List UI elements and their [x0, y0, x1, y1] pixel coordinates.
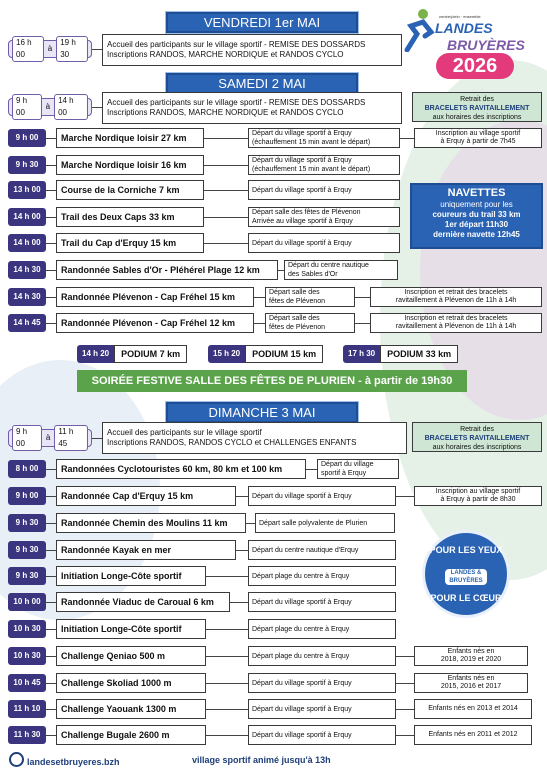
connector: [46, 217, 56, 218]
event-departure: [248, 207, 400, 227]
event-name: Trail du Cap d'Erquy 15 km: [56, 233, 204, 253]
event-name: Initiation Longe-Côte sportif: [56, 566, 206, 586]
event-name: Randonnée Sables d'Or - Pléhérel Plage 12 km: [56, 260, 278, 280]
connector: [46, 656, 56, 657]
connector: [46, 523, 56, 524]
info-line: Enfants nés en: [447, 648, 495, 655]
connector: [355, 297, 370, 298]
connector: [204, 138, 248, 139]
time-from: 9 h 00: [12, 425, 42, 451]
event-name: Course de la Corniche 7 km: [56, 180, 204, 200]
podium-label: PODIUM 7 km: [114, 345, 187, 363]
departure-line: Arrivée au village sportif à Erquy: [252, 218, 353, 225]
departure-text: [252, 731, 352, 740]
info-line: Inscription et retrait des bracelets: [404, 315, 508, 322]
event-name: Randonnée Plévenon - Cap Fréhel 15 km: [56, 287, 254, 307]
departure-line: Départ du centre nautique: [288, 262, 369, 269]
event-name: Randonnée Chemin des Moulins 11 km: [56, 513, 246, 533]
event-name: Randonnée Cap d'Erquy 15 km: [56, 486, 236, 506]
event-time: 14 h 30: [8, 288, 46, 306]
heart-eyes-badge: [422, 530, 510, 618]
event-info: [414, 646, 528, 666]
departure-text: [252, 679, 352, 688]
time-to: 11 h 45: [54, 425, 88, 451]
badge-bottom: POUR LE CŒUR: [430, 593, 502, 603]
event-time: 8 h 00: [8, 460, 46, 478]
podium-1: [77, 345, 187, 363]
departure-text: [252, 546, 358, 555]
departure-line: fêtes de Plévenon: [269, 324, 326, 331]
connector: [204, 165, 248, 166]
connector: [396, 735, 414, 736]
connector: [355, 323, 370, 324]
reception-line: Accueil des participants sur le village sportif - REMISE DES DOSSARDS: [107, 40, 366, 49]
event-name: Randonnée Plévenon - Cap Fréhel 12 km: [56, 313, 254, 333]
event-departure: [248, 486, 396, 506]
info-line: Inscription au village sportif: [435, 488, 521, 495]
departure-text: [252, 156, 370, 174]
departure-text: [252, 186, 352, 195]
departure-line: Départ salle polyvalente de Plurien: [259, 519, 368, 527]
connector: [46, 243, 56, 244]
connector: [92, 49, 102, 50]
departure-line: (échauffement 15 min avant le départ): [252, 139, 371, 146]
connector: [46, 165, 56, 166]
departure-line: sportif à Erquy: [321, 470, 367, 477]
runner-icon: [397, 8, 437, 52]
departure-text: [252, 705, 352, 714]
event-departure: [248, 155, 400, 175]
time-arrow: à: [47, 44, 53, 53]
connector: [46, 469, 56, 470]
brand-name-2: BRUYÈRES: [447, 37, 525, 53]
event-info: [414, 128, 542, 148]
connector: [204, 217, 248, 218]
connector: [46, 735, 56, 736]
event-info: [414, 725, 532, 745]
info-line: à Erquy à partir de 8h30: [440, 496, 516, 503]
departure-line: Départ du centre nautique d'Erquy: [252, 546, 359, 554]
departure-line: Départ salle des: [269, 289, 320, 296]
globe-icon: [9, 752, 24, 767]
event-departure: [248, 646, 396, 666]
departure-line: Départ du village: [321, 461, 374, 468]
navettes-line: coureurs du trail 33 km: [432, 210, 521, 219]
event-info: [414, 699, 532, 719]
event-departure: [248, 619, 396, 639]
departure-text: [269, 288, 325, 306]
podium-time: 17 h 30: [343, 345, 380, 363]
event-departure: [265, 287, 355, 307]
departure-text: [252, 208, 361, 226]
badge-mid: LANDES & BRUYÈRES: [445, 569, 487, 585]
info-line: 2015, 2016 et 2017: [440, 683, 502, 690]
podium-2: [208, 345, 323, 363]
event-time: 9 h 30: [8, 541, 46, 559]
departure-text: [252, 598, 352, 607]
connector: [206, 629, 248, 630]
retrait-box: [412, 422, 542, 452]
departure-line: Départ du village sportif à Erquy: [252, 186, 352, 194]
brand-name-1: LANDES: [435, 20, 493, 36]
reception-box: [102, 92, 402, 124]
day-header-friday: VENDREDI 1er MAI: [166, 12, 358, 33]
connector: [396, 656, 414, 657]
event-departure: [248, 725, 396, 745]
event-departure: [248, 566, 396, 586]
retrait-title: BRACELETS RAVITAILLEMENT: [424, 435, 530, 442]
connector: [246, 523, 255, 524]
departure-line: des Sables d'Or: [288, 271, 338, 278]
connector: [46, 709, 56, 710]
podium-label: PODIUM 15 km: [245, 345, 323, 363]
event-departure: [248, 699, 396, 719]
departure-text: [252, 652, 349, 661]
connector: [204, 243, 248, 244]
time-from: 9 h 00: [12, 94, 42, 120]
retrait-line: aux horaires des inscriptions: [432, 114, 522, 121]
podium-time: 15 h 20: [208, 345, 245, 363]
soiree-banner: SOIRÉE FESTIVE SALLE DES FÊTES DE PLURIEN - à partir de 19h30: [77, 370, 467, 392]
time-arrow: à: [45, 433, 51, 442]
departure-text: [252, 239, 352, 248]
departure-line: Départ du village sportif à Erquy: [252, 598, 352, 606]
event-time: 9 h 30: [8, 567, 46, 585]
info-line: Inscription et retrait des bracelets: [404, 289, 508, 296]
departure-text: [259, 519, 367, 528]
departure-text: [269, 314, 325, 332]
connector: [236, 496, 248, 497]
time-to: 19 h 30: [56, 36, 88, 62]
event-name: Challenge Yaouank 1300 m: [56, 699, 206, 719]
event-time: 10 h 45: [8, 674, 46, 692]
connector: [46, 270, 56, 271]
retrait-line: Retrait des: [460, 96, 494, 103]
footer-note: village sportif animé jusqu'à 13h: [192, 755, 331, 765]
event-time: 9 h 00: [8, 487, 46, 505]
connector: [46, 550, 56, 551]
day-header-sunday: DIMANCHE 3 MAI: [166, 402, 358, 423]
event-info: [370, 313, 542, 333]
time-from: 16 h 00: [12, 36, 44, 62]
event-time: 14 h 30: [8, 261, 46, 279]
event-name: Randonnée Kayak en mer: [56, 540, 236, 560]
event-time: 9 h 00: [8, 129, 46, 147]
time-range: [8, 40, 92, 58]
connector: [46, 602, 56, 603]
event-name: Challenge Bugale 2600 m: [56, 725, 206, 745]
departure-line: Départ du village sportif à Erquy: [252, 731, 352, 739]
connector: [46, 138, 56, 139]
reception-line: Accueil des participants sur le village sportif - REMISE DES DOSSARDS: [107, 98, 366, 107]
navettes-line: uniquement pour les: [440, 200, 513, 209]
departure-line: Départ salle des fêtes de Plévenon: [252, 209, 361, 216]
connector: [46, 190, 56, 191]
info-line: ravitaillement à Plévenon de 11h à 14h: [395, 323, 517, 330]
event-time: 9 h 30: [8, 514, 46, 532]
retrait-box: [412, 92, 542, 122]
event-time: 11 h 30: [8, 726, 46, 744]
departure-text: [288, 261, 369, 279]
reception-line: Inscriptions RANDOS, RANDOS CYCLO et CHALLENGES ENFANTS: [107, 438, 357, 447]
info-line: ravitaillement à Plévenon de 11h à 14h: [395, 297, 517, 304]
connector: [46, 576, 56, 577]
brand-tagline: centre/plein · ensemble: [439, 14, 481, 19]
connector: [396, 683, 414, 684]
connector: [206, 656, 248, 657]
connector: [396, 709, 414, 710]
event-name: Marche Nordique loisir 27 km: [56, 128, 204, 148]
event-departure: [248, 233, 400, 253]
event-name: Challenge Qeniao 500 m: [56, 646, 206, 666]
connector: [46, 496, 56, 497]
departure-line: Départ du village sportif à Erquy: [252, 492, 352, 500]
podium-time: 14 h 20: [77, 345, 114, 363]
connector: [206, 709, 248, 710]
navettes-line: dernière navette 12h45: [433, 230, 520, 239]
connector: [236, 550, 248, 551]
departure-line: Départ du village sportif à Erquy: [252, 705, 352, 713]
departure-line: Départ du village sportif à Erquy: [252, 239, 352, 247]
connector: [254, 297, 265, 298]
reception-line: Accueil des participants sur le village sportif: [107, 428, 262, 437]
departure-text: [252, 492, 352, 501]
event-time: 11 h 10: [8, 700, 46, 718]
retrait-title: BRACELETS RAVITAILLEMENT: [424, 105, 530, 112]
podium-3: [343, 345, 458, 363]
navettes-line: 1er départ 11h30: [444, 220, 509, 229]
time-arrow: à: [45, 102, 51, 111]
event-departure: [265, 313, 355, 333]
event-info: [370, 287, 542, 307]
info-line: Enfants nés en 2011 et 2012: [428, 731, 518, 738]
connector: [400, 138, 414, 139]
reception-box: [102, 422, 407, 454]
connector: [92, 438, 102, 439]
time-to: 14 h 00: [54, 94, 88, 120]
event-departure: [248, 540, 396, 560]
event-name: Randonnées Cyclotouristes 60 km, 80 km et 100 km: [56, 459, 306, 479]
event-departure: [248, 128, 400, 148]
reception-line: Inscriptions RANDOS, MARCHE NORDIQUE et RANDOS CYCLO: [107, 108, 344, 117]
connector: [254, 323, 265, 324]
retrait-line: aux horaires des inscriptions: [432, 444, 522, 451]
event-time: 13 h 00: [8, 181, 46, 199]
departure-line: fêtes de Plévenon: [269, 298, 326, 305]
departure-line: Départ plage du centre à Erquy: [252, 652, 350, 660]
event-departure: [248, 180, 400, 200]
connector: [306, 469, 317, 470]
time-range: [8, 429, 92, 447]
connector: [92, 107, 102, 108]
event-info: [414, 673, 528, 693]
event-name: Randonnée Viaduc de Caroual 6 km: [56, 592, 230, 612]
day-header-saturday: SAMEDI 2 MAI: [166, 73, 358, 94]
reception-line: Inscriptions RANDOS, MARCHE NORDIQUE et RANDOS CYCLO: [107, 50, 344, 59]
connector: [230, 602, 248, 603]
badge-top: POUR LES YEUX: [429, 545, 503, 555]
event-time: 10 h 00: [8, 593, 46, 611]
departure-text: [252, 572, 349, 581]
departure-line: Départ du village sportif à Erquy: [252, 157, 352, 164]
connector: [206, 735, 248, 736]
reception-box: [102, 34, 402, 66]
info-line: 2018, 2019 et 2020: [440, 656, 502, 663]
connector: [46, 629, 56, 630]
departure-text: [321, 460, 374, 478]
connector: [46, 683, 56, 684]
event-departure: [248, 592, 396, 612]
event-departure: [284, 260, 398, 280]
departure-line: Départ plage du centre à Erquy: [252, 625, 350, 633]
event-departure: [248, 673, 396, 693]
connector: [204, 190, 248, 191]
website-link[interactable]: landesetbruyeres.bzh: [27, 757, 120, 767]
departure-line: (échauffement 15 min avant le départ): [252, 166, 371, 173]
connector: [206, 683, 248, 684]
navettes-box: [410, 183, 543, 249]
event-departure: [317, 459, 399, 479]
info-line: Enfants nés en 2013 et 2014: [428, 705, 518, 712]
event-name: Marche Nordique loisir 16 km: [56, 155, 204, 175]
connector: [46, 323, 56, 324]
event-time: 10 h 30: [8, 647, 46, 665]
event-time: 14 h 00: [8, 208, 46, 226]
time-range: [8, 98, 92, 116]
departure-text: [252, 625, 349, 634]
event-time: 10 h 30: [8, 620, 46, 638]
info-line: Inscription au village sportif: [435, 130, 521, 137]
info-line: Enfants nés en: [447, 675, 495, 682]
departure-line: Départ salle des: [269, 315, 320, 322]
event-time: 14 h 00: [8, 234, 46, 252]
connector: [396, 496, 414, 497]
departure-line: Départ plage du centre à Erquy: [252, 572, 350, 580]
departure-text: [252, 129, 370, 147]
navettes-title: NAVETTES: [447, 187, 506, 199]
connector: [46, 297, 56, 298]
retrait-line: Retrait des: [460, 426, 494, 433]
departure-line: Départ du village sportif à Erquy: [252, 130, 352, 137]
event-name: Trail des Deux Caps 33 km: [56, 207, 204, 227]
event-departure: [255, 513, 395, 533]
event-time: 9 h 30: [8, 156, 46, 174]
info-line: à Erquy à partir de 7h45: [440, 138, 516, 145]
connector: [206, 576, 248, 577]
event-info: [414, 486, 542, 506]
podium-label: PODIUM 33 km: [380, 345, 458, 363]
event-time: 14 h 45: [8, 314, 46, 332]
year-badge: 2026: [436, 53, 514, 79]
event-name: Initiation Longe-Côte sportif: [56, 619, 206, 639]
departure-line: Départ du village sportif à Erquy: [252, 679, 352, 687]
event-name: Challenge Skoliad 1000 m: [56, 673, 206, 693]
